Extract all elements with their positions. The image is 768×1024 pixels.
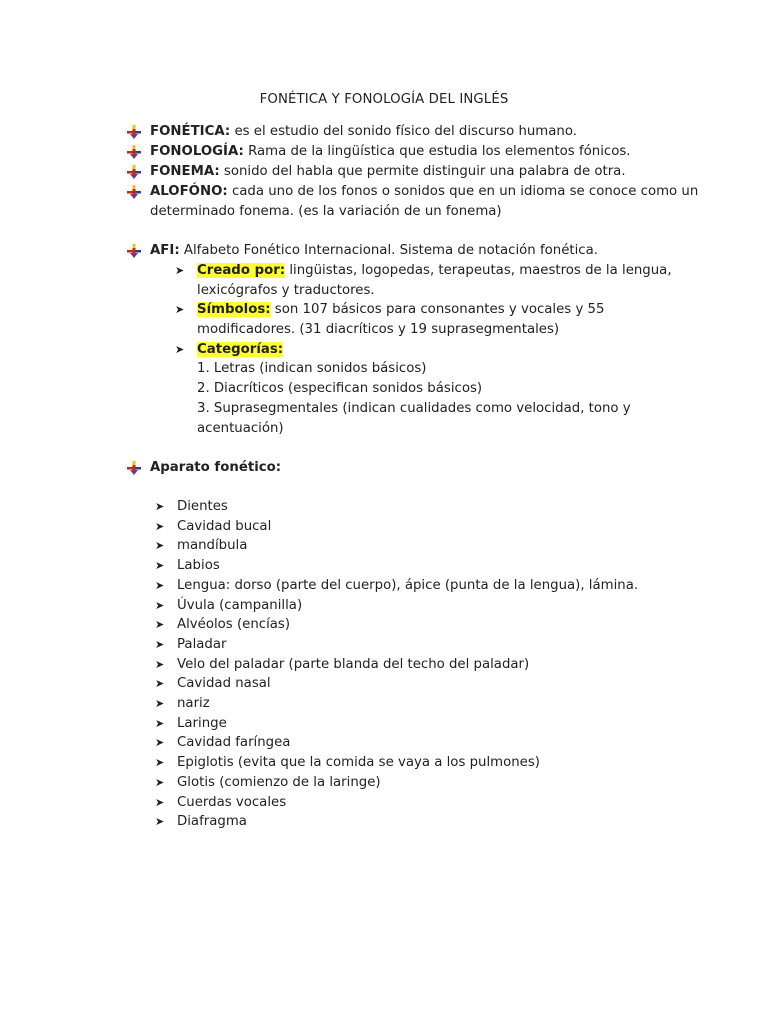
definition-line bbox=[150, 162, 626, 182]
bullet-icon bbox=[127, 165, 141, 179]
aparato-item: Diafragma bbox=[177, 814, 247, 830]
afi-line bbox=[150, 241, 598, 261]
arrow-bullet-icon: ➤ bbox=[175, 264, 185, 277]
afi-item-continuation: lexicógrafos y traductores. bbox=[197, 283, 375, 298]
aparato-item: Labios bbox=[177, 558, 220, 574]
definition-term: ALOFÓNO: bbox=[150, 184, 228, 199]
arrow-bullet-icon: ➤ bbox=[155, 795, 165, 809]
aparato-item: Alvéolos (encías) bbox=[177, 617, 291, 633]
definition-text: sonido del habla que permite distinguir una palabra de otra. bbox=[219, 164, 626, 179]
aparato-item: mandíbula bbox=[177, 538, 248, 554]
aparato-item: Epiglotis (evita que la comida se vaya a los pulmones) bbox=[177, 755, 540, 771]
arrow-bullet-icon: ➤ bbox=[175, 343, 185, 356]
arrow-bullet-icon: ➤ bbox=[175, 303, 185, 316]
arrow-bullet-icon: ➤ bbox=[155, 578, 165, 592]
category-item: 3. Suprasegmentales (indican cualidades como velocidad, tono y bbox=[197, 401, 631, 416]
aparato-item: Velo del paladar (parte blanda del techo del paladar) bbox=[177, 656, 530, 672]
definition-text: cada uno de los fonos o sonidos que en un idioma se conoce como un bbox=[227, 184, 699, 199]
afi-item-label: Creado por: bbox=[197, 263, 286, 278]
afi-item bbox=[197, 261, 672, 281]
aparato-heading bbox=[150, 458, 281, 478]
definition-text: Rama de la lingüística que estudia los elementos fónicos. bbox=[243, 144, 631, 159]
arrow-bullet-icon: ➤ bbox=[155, 618, 165, 632]
category-item: 2. Diacríticos (especifican sonidos básicos) bbox=[197, 381, 483, 396]
document-title: FONÉTICA Y FONOLOGÍA DEL INGLÉS bbox=[259, 92, 509, 107]
afi-term: AFI: bbox=[150, 243, 180, 258]
aparato-item: Cavidad nasal bbox=[177, 676, 271, 692]
aparato-item: Glotis (comienzo de la laringe) bbox=[177, 774, 381, 790]
bullet-icon bbox=[127, 185, 141, 199]
definition-term: FONOLOGÍA: bbox=[150, 144, 244, 159]
definition-line bbox=[150, 122, 577, 142]
arrow-bullet-icon: ➤ bbox=[155, 559, 165, 573]
arrow-bullet-icon: ➤ bbox=[155, 539, 165, 553]
arrow-bullet-icon: ➤ bbox=[155, 716, 165, 730]
definition-text: es el estudio del sonido físico del discurso humano. bbox=[230, 124, 577, 139]
arrow-bullet-icon: ➤ bbox=[155, 775, 165, 789]
aparato-item: Lengua: dorso (parte del cuerpo), ápice (punta de la lengua), lámina. bbox=[177, 577, 639, 593]
definition-term: FONÉTICA: bbox=[150, 124, 231, 139]
arrow-bullet-icon: ➤ bbox=[155, 815, 165, 829]
bullet-icon bbox=[127, 125, 141, 139]
arrow-bullet-icon: ➤ bbox=[155, 756, 165, 770]
afi-item-continuation: modificadores. (31 diacríticos y 19 suprasegmentales) bbox=[197, 322, 560, 337]
aparato-item: Dientes bbox=[177, 499, 228, 514]
afi-item-label: Categorías: bbox=[197, 342, 284, 357]
aparato-heading-text: Aparato fonético: bbox=[150, 460, 282, 475]
afi-item-label: Símbolos: bbox=[197, 302, 271, 317]
arrow-bullet-icon: ➤ bbox=[155, 598, 165, 612]
category-item: 1. Letras (indican sonidos básicos) bbox=[197, 361, 427, 376]
aparato-item: nariz bbox=[177, 696, 210, 711]
afi-item bbox=[197, 300, 604, 320]
arrow-bullet-icon: ➤ bbox=[155, 657, 165, 671]
afi-item bbox=[197, 340, 283, 360]
afi-item-text: son 107 básicos para consonantes y vocales y 55 bbox=[270, 302, 605, 317]
arrow-bullet-icon: ➤ bbox=[155, 697, 165, 710]
aparato-item: Laringe bbox=[177, 715, 227, 731]
aparato-item: Cavidad bucal bbox=[177, 518, 272, 534]
definition-line bbox=[150, 182, 698, 202]
arrow-bullet-icon: ➤ bbox=[155, 637, 165, 651]
bullet-icon bbox=[127, 244, 141, 258]
definition-line bbox=[150, 142, 631, 162]
category-item: acentuación) bbox=[197, 421, 284, 436]
aparato-item: Cavidad faríngea bbox=[177, 735, 291, 751]
aparato-item: Paladar bbox=[177, 636, 227, 652]
aparato-item: Úvula (campanilla) bbox=[177, 597, 303, 613]
afi-item-text: lingüistas, logopedas, terapeutas, maestros de la lengua, bbox=[285, 263, 672, 278]
definition-continuation: determinado fonema. (es la variación de un fonema) bbox=[150, 204, 502, 219]
arrow-bullet-icon: ➤ bbox=[155, 500, 165, 513]
arrow-bullet-icon: ➤ bbox=[155, 519, 165, 533]
aparato-item: Cuerdas vocales bbox=[177, 794, 287, 810]
arrow-bullet-icon: ➤ bbox=[155, 736, 165, 750]
bullet-icon bbox=[127, 145, 141, 159]
arrow-bullet-icon: ➤ bbox=[155, 677, 165, 691]
afi-text: Alfabeto Fonético Internacional. Sistema de notación fonética. bbox=[179, 243, 598, 258]
definition-term: FONEMA: bbox=[150, 164, 220, 179]
bullet-icon bbox=[127, 461, 141, 475]
